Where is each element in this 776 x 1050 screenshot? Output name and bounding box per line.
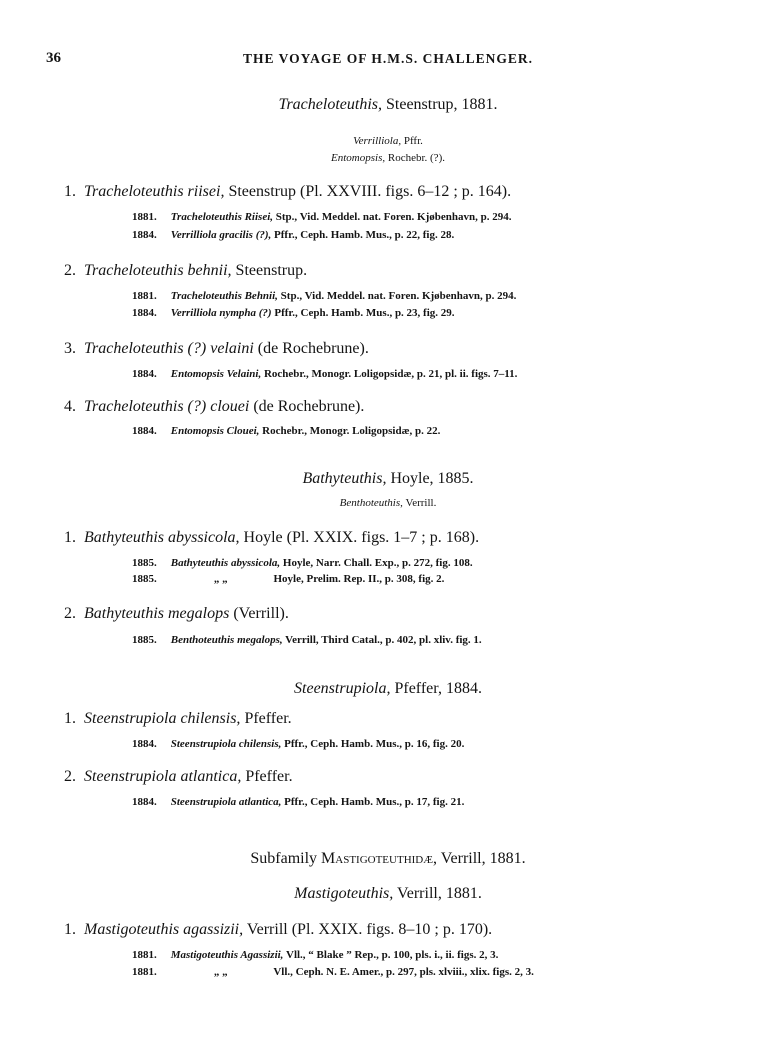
species-number: 1. [64,710,76,727]
ref-name: Steenstrupiola atlantica, [170,796,282,808]
reference-line [132,573,444,585]
species-author: Steenstrup. [235,262,308,279]
species-number: 2. [64,768,76,785]
ref-name: Verrilliola nympha (?) [170,307,272,319]
ref-year: 1881. [132,290,157,302]
ref-text: Rochebr., Monogr. Loligopsidæ, p. 22. [262,425,441,437]
synonym-author: Pffr. [403,135,423,147]
ref-year: 1881. [132,211,157,223]
ref-text: Verrill, Third Catal., p. 402, pl. xliv. fig. 1. [285,634,482,646]
species-author: Steenstrup (Pl. XXVIII. figs. 6–12 ; p. 164). [228,183,512,200]
ref-year: 1881. [132,966,157,978]
ref-text: Vll., Ceph. N. E. Amer., p. 297, pls. xlviii., xlix. figs. 2, 3. [273,966,534,978]
ref-text: Rochebr., Monogr. Loligopsidæ, p. 21, pl. ii. figs. 7–11. [263,368,518,380]
reference-line [132,557,473,569]
ref-year: 1884. [132,738,157,750]
species-author: (de Rochebrune). [253,398,365,415]
reference-line [132,229,454,241]
ref-text: Pffr., Ceph. Hamb. Mus., p. 22, fig. 28. [274,229,455,241]
species-number: 1. [64,529,76,546]
ref-year: 1884. [132,307,157,319]
species-number: 2. [64,605,76,622]
species-name: Bathyteuthis megalops [84,605,230,622]
species-number: 1. [64,921,76,938]
reference-line [132,290,516,302]
genus-heading-mastigoteuthis [0,885,776,903]
species-author: (de Rochebrune). [257,340,369,357]
genus-author: Verrill, 1881. [396,885,482,902]
subfamily-prefix: Subfamily [250,850,318,867]
species-author: Hoyle (Pl. XXIX. figs. 1–7 ; p. 168). [243,529,480,546]
genus-name: Steenstrupiola, [294,680,391,697]
ref-text: Hoyle, Prelim. Rep. II., p. 308, fig. 2. [273,573,445,585]
genus-heading-bathyteuthis [0,470,776,488]
species-number: 2. [64,262,76,279]
reference-line [132,796,464,808]
ref-year: 1884. [132,796,157,808]
synonym-name: Verrilliola, [353,135,402,147]
species-number: 4. [64,398,76,415]
ref-year: 1885. [132,634,157,646]
synonym-name: Entomopsis, [331,152,386,164]
running-title: THE VOYAGE OF H.M.S. CHALLENGER. [242,51,534,66]
species-epithet: velaini [210,340,254,357]
ref-text: Pffr., Ceph. Hamb. Mus., p. 17, fig. 21. [284,796,465,808]
synonym-line [0,135,776,147]
synonym-author: Verrill. [405,497,437,509]
ref-name: Mastigoteuthis Agassizii, [170,949,284,961]
reference-line [132,368,517,380]
reference-line [132,634,482,646]
species-name: Bathyteuthis abyssicola, [84,529,240,546]
ref-name: Bathyteuthis abyssicola, [170,557,281,569]
species-genus: Tracheloteuthis (?) [84,398,207,415]
ref-year: 1884. [132,229,157,241]
ref-name: Benthoteuthis megalops, [170,634,283,646]
ref-year: 1884. [132,425,157,437]
species-author: Verrill (Pl. XXIX. figs. 8–10 ; p. 170). [246,921,493,938]
ref-year: 1884. [132,368,157,380]
genus-heading-steenstrupiola [0,680,776,698]
page-number: 36 [46,50,61,66]
reference-line [132,949,498,961]
ref-name: Entomopsis Velaini, [170,368,262,380]
species-number: 1. [64,183,76,200]
species-name: Tracheloteuthis behnii, [84,262,232,279]
ref-year: 1881. [132,949,157,961]
species-number: 3. [64,340,76,357]
reference-line [132,211,512,223]
genus-name: Tracheloteuthis, [278,96,382,113]
species-author: Pfeffer. [244,710,292,727]
ditto-marks: „ „ [213,573,228,585]
ref-text: Hoyle, Narr. Chall. Exp., p. 272, fig. 108. [282,557,473,569]
ref-name: Tracheloteuthis Riisei, [170,211,274,223]
ref-year: 1885. [132,557,157,569]
genus-author: Pfeffer, 1884. [394,680,482,697]
species-name: Mastigoteuthis agassizii, [84,921,244,938]
species-name: Steenstrupiola chilensis, [84,710,241,727]
ref-name: Tracheloteuthis Behnii, [170,290,278,302]
genus-author: Hoyle, 1885. [390,470,474,487]
reference-line [132,738,464,750]
ref-text: Pffr., Ceph. Hamb. Mus., p. 16, fig. 20. [284,738,465,750]
species-name: Steenstrupiola atlantica, [84,768,242,785]
synonym-line [0,497,776,509]
ref-text: Stp., Vid. Meddel. nat. Foren. Kjøbenhavn, p. 294. [280,290,517,302]
genus-name: Mastigoteuthis, [294,885,394,902]
ref-text: Pffr., Ceph. Hamb. Mus., p. 23, fig. 29. [274,307,455,319]
reference-line [132,425,440,437]
ref-year: 1885. [132,573,157,585]
reference-line [132,307,455,319]
species-name: Tracheloteuthis riisei, [84,183,225,200]
ref-text: Stp., Vid. Meddel. nat. Foren. Kjøbenhavn, p. 294. [275,211,512,223]
reference-line [132,966,534,978]
ditto-marks: „ „ [213,966,228,978]
species-author: Pfeffer. [245,768,293,785]
genus-heading-tracheloteuthis [0,96,776,114]
subfamily-name: Mastigoteuthidæ, [321,850,438,867]
species-author: (Verrill). [233,605,289,622]
genus-author: Steenstrup, 1881. [386,96,498,113]
species-epithet: clouei [210,398,250,415]
genus-name: Bathyteuthis, [302,470,387,487]
ref-name: Verrilliola gracilis (?), [170,229,272,241]
synonym-line [0,152,776,164]
ref-text: Vll., “ Blake ” Rep., p. 100, pls. i., ii. figs. 2, 3. [286,949,499,961]
synonym-author: Rochebr. (?). [387,152,445,164]
species-genus: Tracheloteuthis (?) [84,340,207,357]
subfamily-author: Verrill, 1881. [440,850,526,867]
ref-name: Entomopsis Clouei, [170,425,260,437]
subfamily-heading [0,850,776,868]
ref-name: Steenstrupiola chilensis, [170,738,282,750]
synonym-name: Benthoteuthis, [339,497,403,509]
